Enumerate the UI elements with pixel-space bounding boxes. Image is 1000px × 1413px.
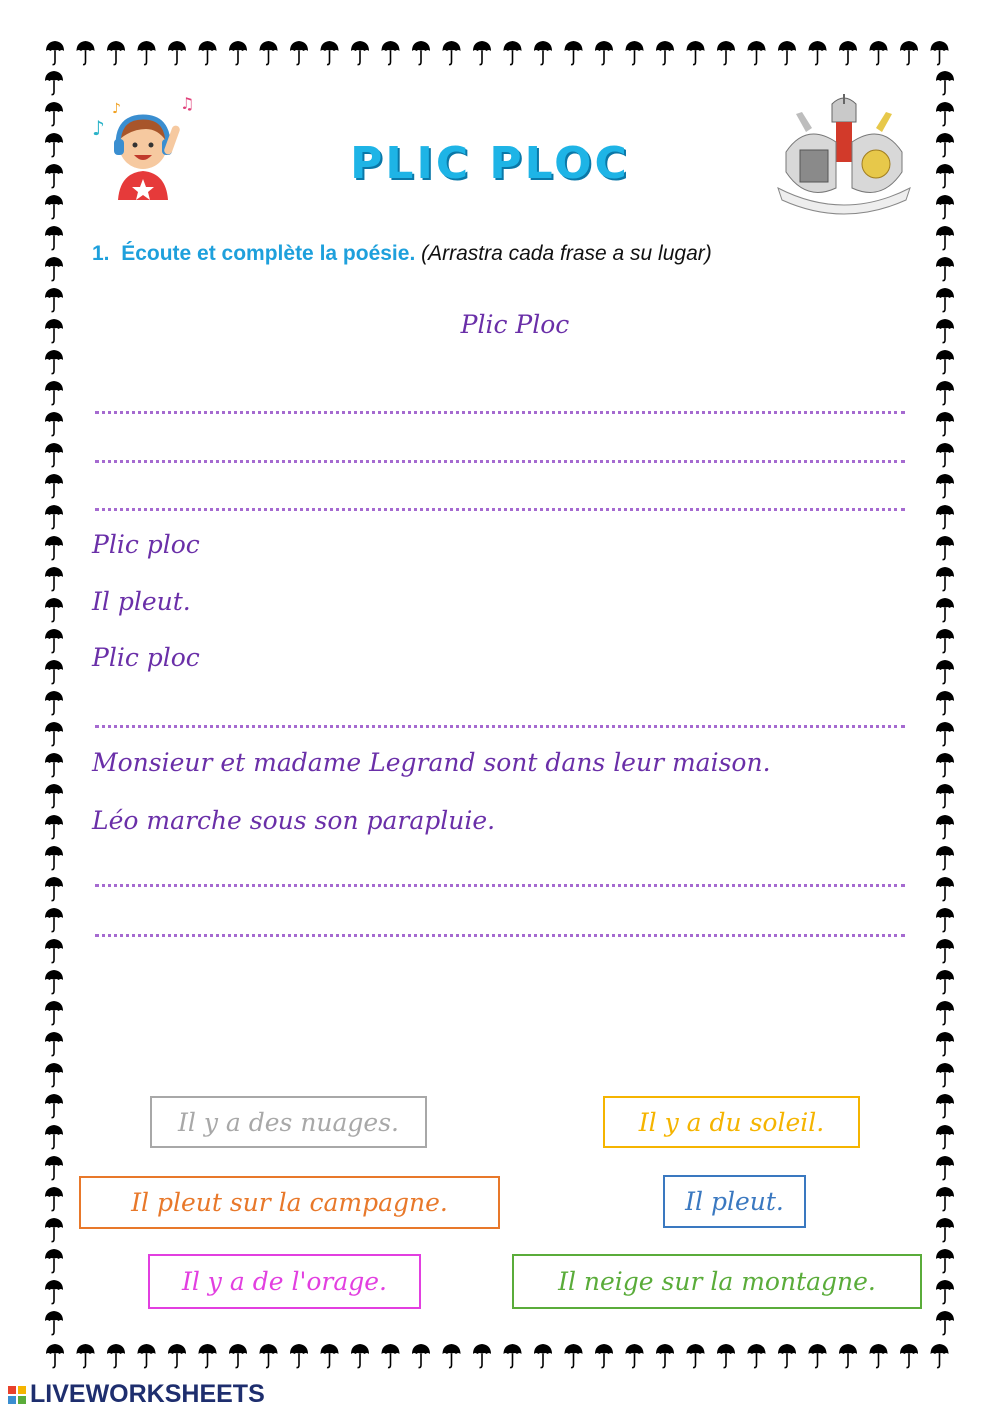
drop-line-4[interactable] [95,725,905,728]
umbrella-icon [936,288,954,312]
umbrella-icon [931,1344,949,1368]
poem-line-il-pleut: Il pleut. [92,587,191,616]
umbrella-icon [504,1344,522,1368]
umbrella-icon [45,71,63,95]
umbrella-icon [45,784,63,808]
umbrella-icon [936,1311,954,1335]
umbrella-icon [290,41,308,65]
umbrella-icon [936,722,954,746]
instruction-number: 1. [92,242,110,265]
umbrella-icon [46,1344,64,1368]
umbrella-icon [77,1344,95,1368]
umbrella-icon [45,1280,63,1304]
umbrella-icon [931,41,949,65]
umbrella-icon [839,41,857,65]
umbrella-icon [936,970,954,994]
umbrella-icon [595,41,613,65]
instruction-main: Écoute et complète la poésie. [121,242,416,265]
umbrella-icon [290,1344,308,1368]
child-with-headphones-icon [88,95,198,205]
umbrella-icon [260,41,278,65]
umbrella-icon [46,41,64,65]
umbrella-icon [687,41,705,65]
umbrella-icon [412,1344,430,1368]
umbrella-icon [382,41,400,65]
umbrella-icon [45,164,63,188]
umbrella-icon [199,1344,217,1368]
umbrella-icon [900,41,918,65]
umbrella-icon [45,722,63,746]
umbrella-icon [45,195,63,219]
umbrella-icon [565,1344,583,1368]
umbrella-icon [45,970,63,994]
umbrella-icon [45,412,63,436]
umbrella-icon [45,505,63,529]
umbrella-icon [565,41,583,65]
umbrella-icon [351,1344,369,1368]
umbrella-icon [809,1344,827,1368]
umbrella-icon [382,1344,400,1368]
logo-text: LIVEWORKSHEETS [30,1380,265,1408]
umbrella-icon [168,1344,186,1368]
umbrella-icon [936,1218,954,1242]
umbrella-icon [45,1063,63,1087]
umbrella-icon [936,412,954,436]
umbrella-icon [473,1344,491,1368]
umbrella-icon [687,1344,705,1368]
umbrella-icon [870,1344,888,1368]
umbrella-icon [199,41,217,65]
umbrella-icon [936,1032,954,1056]
umbrella-icon [936,877,954,901]
umbrella-icon [839,1344,857,1368]
umbrella-icon [936,660,954,684]
umbrella-icon [936,443,954,467]
poem-title: Plic Ploc [460,310,570,339]
svg-text:♪: ♪ [92,116,105,140]
umbrella-icon [45,877,63,901]
umbrella-icon [321,1344,339,1368]
umbrella-icon [936,257,954,281]
umbrella-icon [936,164,954,188]
umbrella-icon [45,846,63,870]
umbrella-icon [936,319,954,343]
umbrella-icon [77,41,95,65]
umbrella-icon [936,784,954,808]
logo-blocks-icon [8,1386,26,1404]
umbrella-icon [45,815,63,839]
drop-line-1[interactable] [95,411,905,414]
instruction [92,242,712,266]
umbrella-icon [504,41,522,65]
umbrella-icon [45,598,63,622]
umbrella-icon [45,1032,63,1056]
umbrella-icon [443,1344,461,1368]
umbrella-icon [936,71,954,95]
umbrella-icon [936,505,954,529]
umbrella-icon [656,1344,674,1368]
umbrella-icon [45,1094,63,1118]
umbrella-icon [936,536,954,560]
umbrella-icon [473,41,491,65]
umbrella-icon [45,1187,63,1211]
umbrella-icon [45,133,63,157]
umbrella-icon [717,41,735,65]
umbrella-icon [45,1001,63,1025]
umbrella-icon [936,629,954,653]
umbrella-icon [107,1344,125,1368]
answer-option-nuages[interactable]: Il y a des nuages. [150,1096,427,1148]
umbrella-icon [717,1344,735,1368]
umbrella-icon [45,660,63,684]
umbrella-icon [45,474,63,498]
coat-of-arms-icon [776,92,912,218]
answer-option-il-pleut[interactable]: Il pleut. [663,1175,806,1228]
umbrella-icon [626,1344,644,1368]
umbrella-icon [45,102,63,126]
answer-option-montagne[interactable]: Il neige sur la montagne. [512,1254,922,1309]
drop-line-5[interactable] [95,884,905,887]
umbrella-icon [936,939,954,963]
poem-line-plic-ploc: Plic ploc [92,643,200,672]
umbrella-icon [534,1344,552,1368]
umbrella-icon [936,381,954,405]
umbrella-icon [45,1249,63,1273]
umbrella-icon [936,195,954,219]
answer-option-orage[interactable]: Il y a de l'orage. [148,1254,421,1309]
umbrella-icon [936,908,954,932]
umbrella-icon [936,1125,954,1149]
umbrella-icon [936,1001,954,1025]
umbrella-icon [595,1344,613,1368]
umbrella-icon [936,815,954,839]
umbrella-icon [900,1344,918,1368]
umbrella-icon [229,1344,247,1368]
umbrella-icon [168,41,186,65]
instruction-sub: (Arrastra cada frase a su lugar) [421,242,712,265]
umbrella-icon [45,629,63,653]
umbrella-icon [936,102,954,126]
umbrella-icon [778,1344,796,1368]
umbrella-icon [936,846,954,870]
poem-line-plic-ploc: Plic ploc [92,530,200,559]
umbrella-icon [936,133,954,157]
umbrella-icon [45,1311,63,1335]
umbrella-icon [45,319,63,343]
umbrella-icon [107,41,125,65]
drop-line-6[interactable] [95,934,905,937]
umbrella-icon [229,41,247,65]
umbrella-icon [936,1280,954,1304]
umbrella-icon [45,288,63,312]
umbrella-icon [45,443,63,467]
answer-option-soleil[interactable]: Il y a du soleil. [603,1096,860,1148]
umbrella-icon [656,41,674,65]
umbrella-icon [936,350,954,374]
svg-text:♫: ♫ [180,95,195,113]
poem-line-leo: Léo marche sous son parapluie. [92,806,496,835]
umbrella-icon [45,908,63,932]
umbrella-icon [45,350,63,374]
answer-option-campagne[interactable]: Il pleut sur la campagne. [79,1176,500,1229]
drop-line-3[interactable] [95,508,905,511]
umbrella-icon [936,598,954,622]
umbrella-icon [809,41,827,65]
umbrella-icon [870,41,888,65]
umbrella-icon [936,1249,954,1273]
umbrella-icon [748,41,766,65]
umbrella-icon [45,226,63,250]
umbrella-icon [412,41,430,65]
drop-line-2[interactable] [95,460,905,463]
umbrella-icon [351,41,369,65]
umbrella-icon [321,41,339,65]
liveworksheets-logo [8,1380,265,1409]
umbrella-icon [936,1094,954,1118]
umbrella-icon [443,41,461,65]
umbrella-icon [778,41,796,65]
umbrella-icon [138,1344,156,1368]
umbrella-icon [534,41,552,65]
umbrella-icon [936,691,954,715]
umbrella-icon [45,1218,63,1242]
umbrella-icon [45,1156,63,1180]
umbrella-icon [45,691,63,715]
umbrella-icon [45,257,63,281]
umbrella-icon [626,41,644,65]
umbrella-icon [45,536,63,560]
umbrella-icon [138,41,156,65]
umbrella-icon [936,753,954,777]
umbrella-icon [45,753,63,777]
svg-text:♪: ♪ [112,101,121,117]
umbrella-icon [936,1063,954,1087]
umbrella-icon [936,474,954,498]
umbrella-icon [45,567,63,591]
umbrella-icon [936,567,954,591]
poem-line-monsieur: Monsieur et madame Legrand sont dans leur maison. [92,748,771,777]
worksheet-title: PLIC PLOC [350,138,630,189]
umbrella-icon [936,1156,954,1180]
umbrella-icon [748,1344,766,1368]
umbrella-icon [936,226,954,250]
umbrella-icon [45,381,63,405]
umbrella-icon [45,1125,63,1149]
umbrella-icon [45,939,63,963]
umbrella-icon [936,1187,954,1211]
umbrella-icon [260,1344,278,1368]
